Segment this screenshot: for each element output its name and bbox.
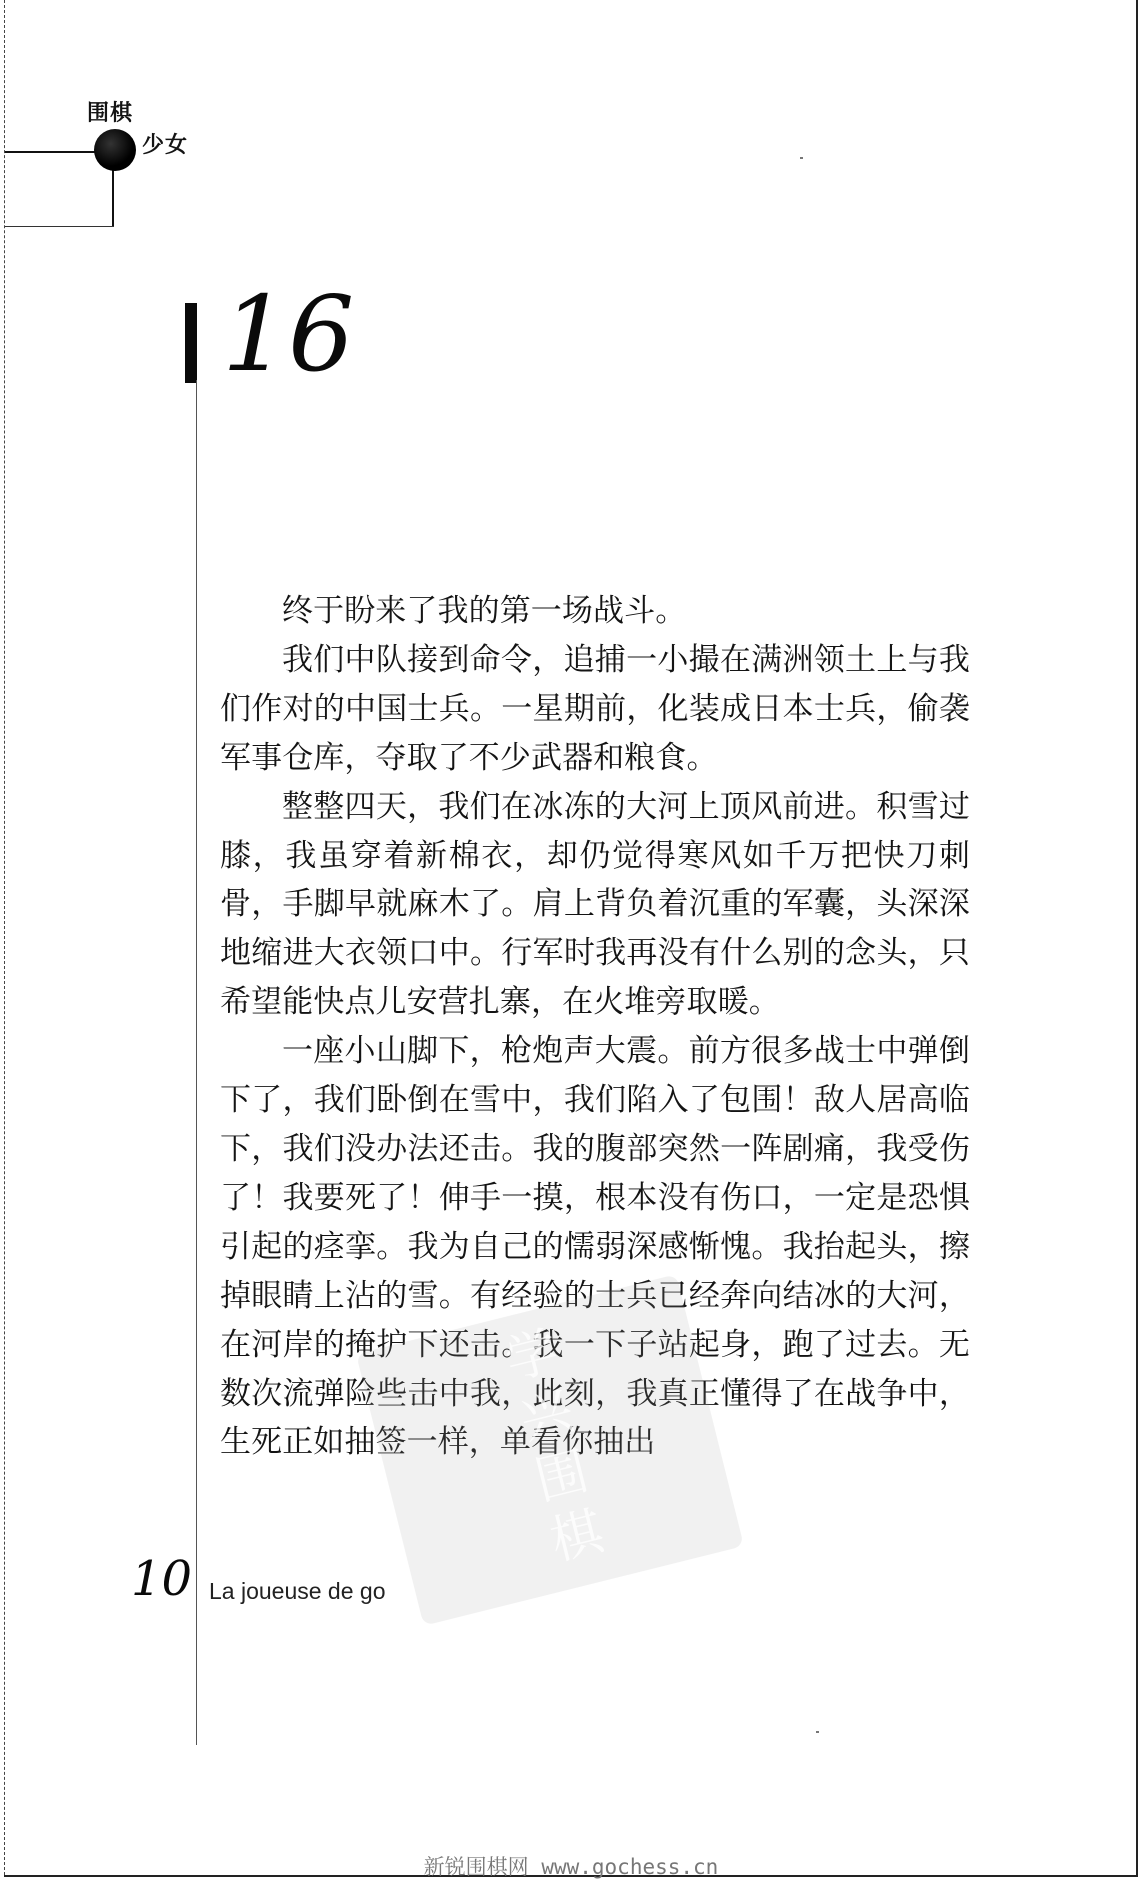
margin-rule	[196, 380, 197, 1745]
paragraph: 一座小山脚下，枪炮声大震。前方很多战士中弹倒下了，我们卧倒在雪中，我们陷入了包围！敌人居高临下，我们没办法还击。我的腹部突然一阵剧痛，我受伤了！我要死了！伸手一摸，根本没有伤口，一定是恐惧引起的痉挛。我为自己的懦弱深感惭愧。我抬起头，擦掉眼睛上沾的雪。有经验的士兵已经奔向结冰的大河，在河岸的掩护下还击。我一下子站起身，跑了过去。无数次流弹险些击中我，此刻，我真正懂得了在战争中，生死正如抽签一样，单看你抽出	[220, 1033, 970, 1461]
series-subtitle: 少女	[142, 133, 189, 158]
chapter-bar	[185, 303, 197, 383]
header-rule-bottom	[5, 226, 114, 227]
paragraph: 整整四天，我们在冰冻的大河上顶风前进。积雪过膝，我虽穿着新棉衣，却仍觉得寒风如千万把快刀刺骨，手脚早就麻木了。肩上背负着沉重的军囊，头深深地缩进大衣领口中。行军时我再没有什么别的念头，只希望能快点儿安营扎寨，在火堆旁取暖。	[220, 788, 970, 1021]
site-footer: 新锐围棋网 www.gochess.cn	[423, 1855, 719, 1879]
scan-speck	[816, 1731, 819, 1733]
series-title: 围棋	[87, 101, 134, 126]
paragraph: 终于盼来了我的第一场战斗。	[282, 593, 687, 629]
watermark-text: 学兴围棋	[490, 1322, 609, 1578]
scan-speck	[800, 157, 803, 159]
book-title: La joueuse de go	[209, 1578, 386, 1604]
page-number: 10	[131, 1551, 193, 1607]
chapter-number: 16	[222, 273, 355, 395]
go-stone-icon	[94, 129, 136, 171]
paragraph: 我们中队接到命令，追捕一小撮在满洲领土上与我们作对的中国士兵。一星期前，化装成日本士兵，偷袭军事仓库，夺取了不少武器和粮食。	[220, 641, 970, 776]
